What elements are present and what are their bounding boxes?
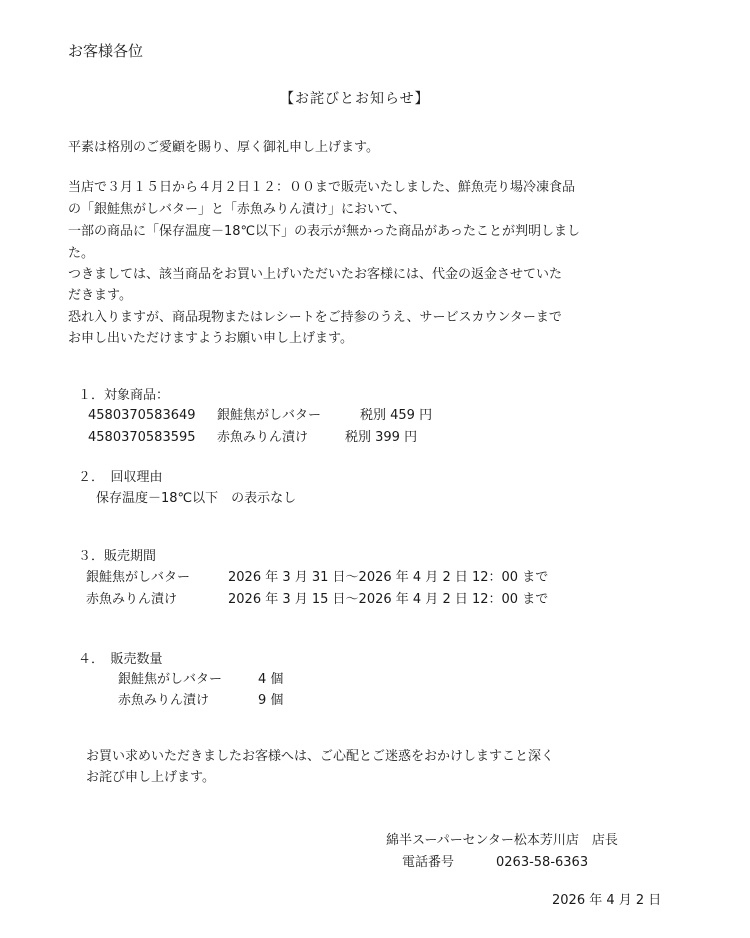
quantity-product-name: 赤魚みりん漬け xyxy=(118,693,210,708)
section-heading: ２． 回収理由 xyxy=(78,470,163,485)
phone-label: 電話番号 xyxy=(402,855,455,870)
quantity-product-name: 銀鮭焦がしバター xyxy=(118,672,223,687)
quantity-count: 4 個 xyxy=(258,672,284,687)
product-name: 銀鮭焦がしバター xyxy=(217,408,322,423)
body-line: 当店で３月１５日から４月２日１２：００まで販売いたしました、鮮魚売り場冷凍食品 xyxy=(68,180,576,195)
notice-date: 2026 年 4 月 2 日 xyxy=(552,893,662,908)
product-name: 赤魚みりん漬け xyxy=(217,430,309,445)
reason-text: 保存温度－18℃以下 の表示なし xyxy=(96,491,297,506)
section-heading: ３．販売期間 xyxy=(78,549,157,564)
product-price: 税別 399 円 xyxy=(345,430,418,445)
closing-line: お買い求めいただきましたお客様へは、ご心配とご迷惑をおかけしますこと深く xyxy=(86,749,555,764)
notice-title: 【お詫びとお知らせ】 xyxy=(280,91,430,107)
body-line: た。 xyxy=(68,246,95,261)
period-range: 2026 年 3 月 31 日～2026 年 4 月 2 日 12：00 まで xyxy=(228,570,549,585)
closing-line: お詫び申し上げます。 xyxy=(86,770,215,785)
product-code: 4580370583595 xyxy=(88,430,196,445)
phone-number: 0263-58-6363 xyxy=(496,855,589,870)
body-line: だきます。 xyxy=(68,288,132,303)
greeting: 平素は格別のご愛顧を賜り、厚く御礼申し上げます。 xyxy=(68,140,379,155)
section-heading: ４． 販売数量 xyxy=(78,652,163,667)
body-line: お申し出いただけますようお願い申し上げます。 xyxy=(68,331,353,346)
body-line: 恐れ入りますが、商品現物またはレシートをご持参のうえ、サービスカウンターまで xyxy=(68,310,562,325)
body-line: の「銀鮭焦がしバター」と「赤魚みりん漬け」において、 xyxy=(68,202,406,217)
section-heading: １．対象商品： xyxy=(78,388,170,403)
product-code: 4580370583649 xyxy=(88,408,196,423)
salutation: お客様各位 xyxy=(68,42,144,60)
store-manager: 綿半スーパーセンター松本芳川店 店長 xyxy=(386,833,618,848)
body-line: 一部の商品に「保存温度－18℃以下」の表示が無かった商品があったことが判明しまし xyxy=(68,224,581,239)
product-price: 税別 459 円 xyxy=(360,408,433,423)
period-range: 2026 年 3 月 15 日～2026 年 4 月 2 日 12：00 まで xyxy=(228,592,549,607)
body-line: つきましては、該当商品をお買い上げいただいたお客様には、代金の返金させていた xyxy=(68,267,563,282)
period-product-name: 赤魚みりん漬け xyxy=(86,592,178,607)
quantity-count: 9 個 xyxy=(258,693,284,708)
period-product-name: 銀鮭焦がしバター xyxy=(86,570,191,585)
